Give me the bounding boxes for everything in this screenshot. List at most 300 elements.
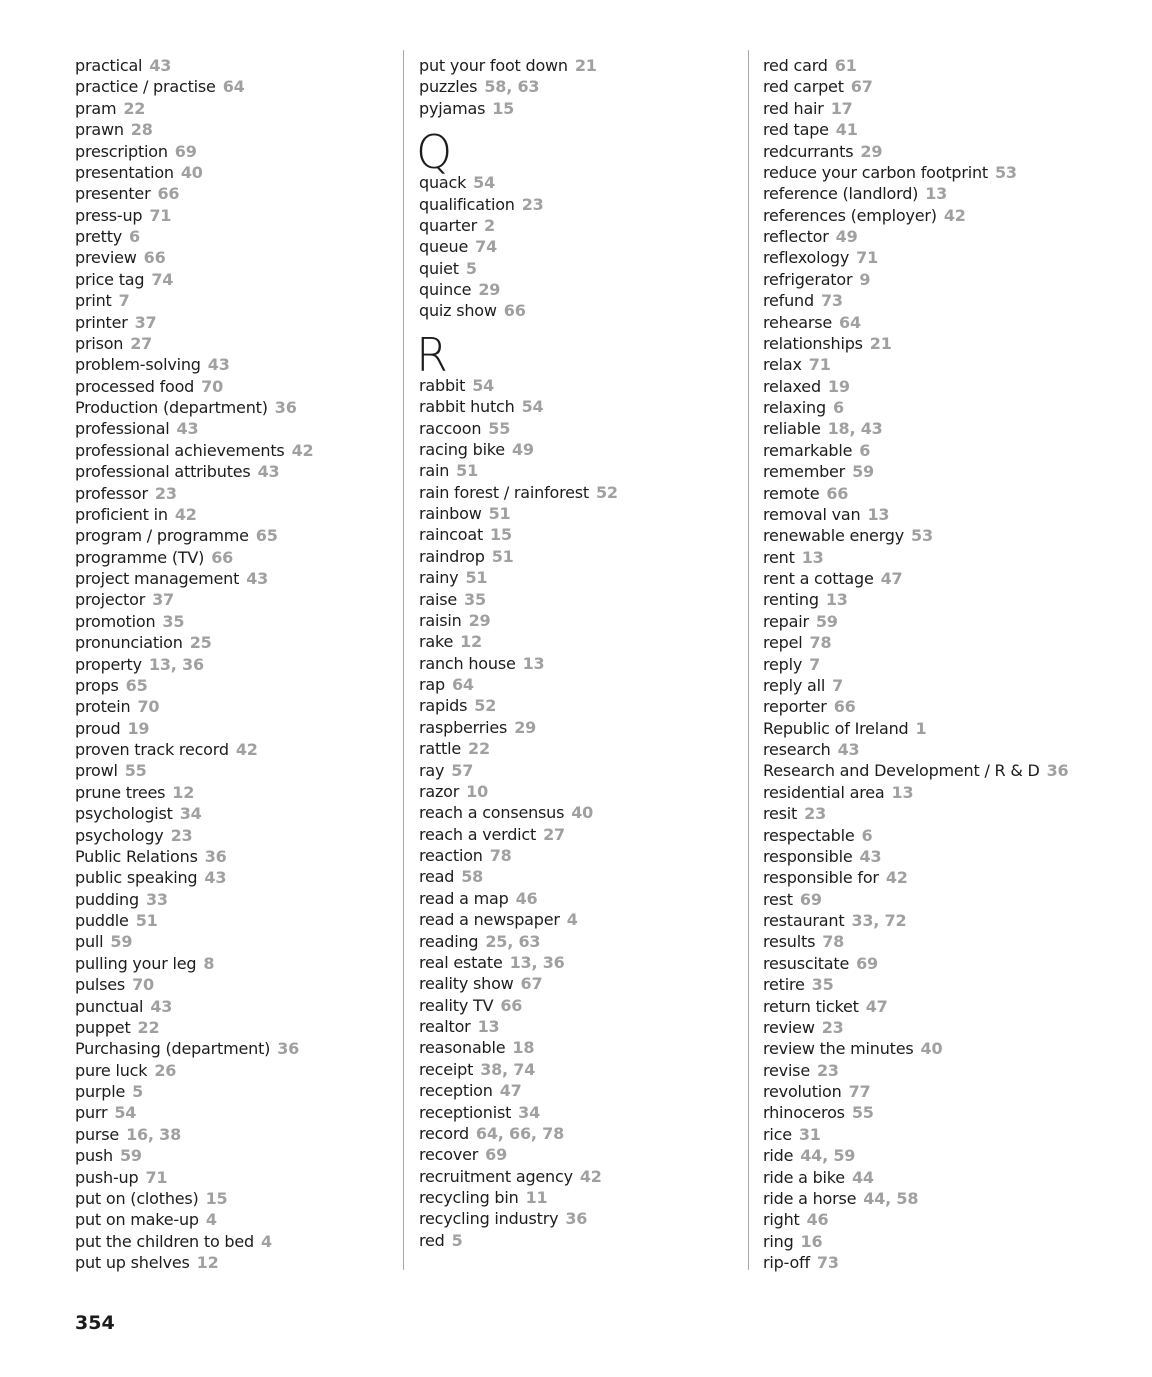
index-entry: [75, 803, 395, 824]
index-entry: [763, 269, 1148, 290]
index-entry: [419, 1037, 739, 1058]
index-term: red: [419, 1230, 445, 1250]
index-entry: [419, 674, 739, 695]
index-page-refs: 69: [799, 889, 822, 909]
index-term: red tape: [763, 120, 829, 140]
index-term: raincoat: [419, 525, 484, 545]
index-entry: [763, 1188, 1148, 1209]
index-term: pretty: [75, 227, 123, 246]
index-term: refrigerator: [763, 269, 853, 289]
index-page-refs: 44, 58: [863, 1188, 919, 1208]
index-entry: [763, 418, 1148, 439]
index-entry: [75, 354, 395, 375]
index-page-refs: 1: [915, 718, 927, 738]
column-divider: [748, 50, 749, 1270]
index-page-refs: 13: [477, 1017, 500, 1036]
index-term: reach a consensus: [419, 803, 565, 823]
index-term: reaction: [419, 846, 483, 865]
index-entry: [419, 418, 739, 439]
index-entry: [419, 695, 739, 716]
index-term: prison: [75, 333, 124, 353]
index-page-refs: 66: [833, 697, 856, 717]
index-term: pulling your leg: [75, 953, 197, 973]
index-column-3: [763, 55, 1148, 1273]
index-entry: [75, 1145, 395, 1166]
index-term: prawn: [75, 120, 124, 140]
index-term: pulses: [75, 975, 126, 995]
index-entry: [763, 1017, 1148, 1038]
index-term: rehearse: [763, 312, 833, 332]
index-page-refs: 36: [277, 1039, 300, 1059]
index-entry: [75, 504, 395, 525]
index-page-refs: 42: [885, 868, 908, 888]
index-entry: [75, 589, 395, 610]
index-term: reality TV: [419, 995, 494, 1015]
index-page-refs: 59: [119, 1146, 142, 1166]
index-page-refs: 4: [566, 910, 578, 930]
index-term: professor: [75, 483, 148, 503]
section-letter-r: R: [416, 327, 448, 382]
index-term: red carpet: [763, 77, 844, 97]
index-page-refs: 54: [521, 397, 544, 417]
index-page-refs: 23: [804, 804, 827, 824]
index-entry: [763, 162, 1148, 183]
index-term: rainbow: [419, 504, 482, 523]
index-page-refs: 22: [468, 739, 490, 759]
index-term: rainy: [419, 568, 459, 588]
index-term: pudding: [75, 889, 139, 909]
index-page-refs: 65: [255, 526, 278, 546]
index-entry: [763, 354, 1148, 375]
index-entry: [419, 55, 739, 76]
index-entry: [75, 312, 395, 333]
index-page-refs: 66: [143, 248, 166, 268]
index-term: purple: [75, 1082, 126, 1101]
index-entry: [419, 1102, 739, 1123]
index-term: remote: [763, 483, 820, 503]
index-page-refs: 37: [152, 590, 174, 610]
index-entry: [75, 141, 395, 162]
index-page-refs: 70: [201, 376, 224, 396]
index-page-refs: 12: [196, 1253, 219, 1272]
index-entry: [75, 183, 395, 204]
index-term: reading: [419, 931, 479, 951]
index-entry: [763, 312, 1148, 333]
index-entry: [763, 654, 1148, 675]
index-entry: [763, 1081, 1148, 1102]
index-term: redcurrants: [763, 141, 854, 161]
index-entry: [763, 504, 1148, 525]
index-page-refs: 12: [460, 632, 482, 652]
index-page-refs: 44: [851, 1167, 874, 1187]
index-term: recruitment agency: [419, 1166, 573, 1186]
index-term: pure luck: [75, 1060, 148, 1080]
index-term: reasonable: [419, 1038, 506, 1058]
index-entry: [763, 974, 1148, 995]
index-page-refs: 18, 43: [827, 419, 883, 439]
index-entry: [75, 205, 395, 226]
index-page-refs: 47: [880, 569, 903, 588]
index-page-refs: 43: [859, 846, 882, 866]
index-entry: [763, 247, 1148, 268]
index-page-refs: 55: [851, 1103, 874, 1123]
index-entry: [75, 333, 395, 354]
index-entry: [419, 931, 739, 952]
index-entry: [419, 439, 739, 460]
index-entry: [763, 333, 1148, 354]
index-term: proficient in: [75, 504, 168, 524]
index-entry: [419, 781, 739, 802]
index-term: rest: [763, 889, 793, 909]
index-entry: [419, 802, 739, 823]
index-page-refs: 59: [815, 611, 838, 631]
index-page-refs: 23: [154, 483, 177, 503]
index-entry: [75, 162, 395, 183]
index-term: punctual: [75, 996, 144, 1016]
index-entry: [75, 654, 395, 675]
index-entry: [75, 269, 395, 290]
index-entry: [763, 547, 1148, 568]
index-term: relaxed: [763, 376, 821, 396]
index-entry: [75, 675, 395, 696]
index-entry: [763, 1209, 1148, 1230]
index-entry: [419, 215, 739, 236]
index-term: resuscitate: [763, 953, 850, 973]
index-entry: [419, 952, 739, 973]
index-page-refs: 46: [515, 888, 538, 908]
index-entry: [763, 1145, 1148, 1166]
index-entry: [763, 889, 1148, 910]
index-page-refs: 43: [207, 355, 230, 375]
index-page-refs: 13: [925, 184, 948, 204]
index-entry: [419, 738, 739, 759]
index-term: relationships: [763, 333, 863, 353]
index-term: Production (department): [75, 398, 268, 417]
index-page-refs: 12: [172, 782, 195, 802]
index-page-refs: 2: [483, 215, 495, 235]
index-entry: [419, 546, 739, 567]
index-entry: [75, 632, 395, 653]
index-column-1: [75, 55, 395, 1273]
index-entry: [763, 183, 1148, 204]
index-entry: [75, 910, 395, 931]
index-page-refs: 15: [492, 98, 515, 118]
index-term: pyjamas: [419, 98, 486, 118]
index-term: refund: [763, 291, 814, 311]
index-term: prune trees: [75, 782, 166, 802]
index-entry: [419, 460, 739, 481]
index-term: reply: [763, 654, 803, 674]
index-page-refs: 69: [856, 953, 878, 973]
index-term: responsible for: [763, 868, 879, 888]
index-term: public speaking: [75, 868, 198, 888]
index-page-refs: 19: [127, 718, 150, 738]
index-term: reduce your carbon footprint: [763, 162, 988, 182]
index-term: purr: [75, 1103, 108, 1123]
index-page-refs: 13, 36: [148, 654, 204, 674]
index-page-refs: 21: [869, 333, 892, 353]
index-page-refs: 23: [816, 1060, 839, 1080]
index-entry: [419, 845, 739, 866]
index-page-refs: 65: [125, 675, 148, 695]
index-page-refs: 6: [129, 227, 140, 246]
index-page-refs: 23: [821, 1017, 844, 1037]
index-page-refs: 74: [151, 269, 174, 289]
index-page-refs: 59: [110, 932, 133, 952]
index-page-refs: 53: [995, 162, 1017, 182]
index-term: put the children to bed: [75, 1231, 254, 1251]
index-page-refs: 5: [465, 258, 477, 278]
index-term: rapids: [419, 696, 468, 716]
index-term: recycling bin: [419, 1188, 519, 1207]
index-page-refs: 4: [261, 1231, 272, 1251]
index-page-refs: 71: [149, 205, 172, 225]
index-term: read a map: [419, 888, 509, 908]
index-page-refs: 66: [157, 184, 180, 204]
index-page-refs: 27: [543, 824, 565, 844]
index-term: prowl: [75, 761, 118, 781]
index-term: rabbit hutch: [419, 397, 515, 417]
index-page-refs: 29: [478, 280, 501, 299]
index-term: quiz show: [419, 301, 497, 321]
index-page-refs: 31: [798, 1124, 821, 1144]
index-entry: [75, 1081, 395, 1102]
index-entry: [763, 718, 1148, 739]
index-page-refs: 43: [149, 56, 172, 75]
index-page-refs: 71: [145, 1167, 168, 1187]
index-page-refs: 64: [451, 675, 474, 694]
index-page-refs: 55: [124, 761, 147, 781]
index-entry: [419, 98, 739, 119]
index-term: rabbit: [419, 375, 466, 395]
index-term: Public Relations: [75, 846, 198, 866]
index-entry: [763, 1124, 1148, 1145]
index-page-refs: 67: [850, 77, 873, 97]
index-page-refs: 61: [834, 56, 857, 75]
index-page-refs: 28: [130, 120, 153, 140]
index-entry: [75, 974, 395, 995]
index-entry: [419, 610, 739, 631]
index-page-refs: 17: [830, 98, 853, 118]
index-entry: [75, 397, 395, 418]
index-entry: [75, 953, 395, 974]
index-entry: [75, 996, 395, 1017]
index-entry: [419, 909, 739, 930]
index-term: raise: [419, 589, 458, 609]
index-page-refs: 42: [235, 740, 258, 759]
index-term: professional: [75, 419, 170, 439]
index-entry: [763, 611, 1148, 632]
index-term: rain forest / rainforest: [419, 482, 589, 502]
index-page-refs: 29: [514, 717, 537, 737]
index-term: razor: [419, 781, 460, 801]
index-page-refs: 78: [822, 932, 845, 952]
index-entry: [419, 717, 739, 738]
index-term: reply all: [763, 675, 826, 695]
index-entry: [75, 55, 395, 76]
index-page-refs: 51: [456, 461, 479, 481]
index-entry: [763, 803, 1148, 824]
index-page-refs: 25, 63: [485, 931, 541, 951]
index-term: professional achievements: [75, 440, 285, 460]
index-entry: [419, 888, 739, 909]
index-term: practical: [75, 56, 143, 75]
index-term: rhinoceros: [763, 1103, 845, 1123]
index-page-refs: 13: [522, 653, 545, 673]
index-term: restaurant: [763, 911, 845, 930]
index-page-refs: 13: [867, 504, 890, 524]
index-term: ray: [419, 760, 445, 780]
index-page-refs: 49: [835, 227, 858, 246]
index-page-refs: 36: [1046, 761, 1069, 781]
index-entry: [763, 1102, 1148, 1123]
index-page-refs: 52: [596, 482, 618, 502]
index-term: ride a bike: [763, 1167, 845, 1187]
index-page-refs: 29: [860, 141, 883, 161]
index-term: presenter: [75, 184, 151, 204]
index-entry: [763, 568, 1148, 589]
index-term: ring: [763, 1231, 794, 1251]
index-entry: [763, 55, 1148, 76]
index-term: protein: [75, 697, 131, 717]
index-entry: [419, 300, 739, 321]
index-page-refs: 54: [114, 1103, 137, 1123]
index-entry: [419, 1016, 739, 1037]
index-term: puddle: [75, 911, 129, 930]
index-entry: [419, 76, 739, 97]
index-entry: [75, 98, 395, 119]
index-page-refs: 64: [839, 312, 861, 332]
index-page-refs: 70: [137, 697, 160, 717]
index-term: quiet: [419, 258, 459, 278]
index-entry: [75, 119, 395, 140]
index-term: purse: [75, 1124, 120, 1144]
index-term: reference (landlord): [763, 184, 919, 204]
index-page-refs: 66: [500, 995, 523, 1015]
index-term: practice / practise: [75, 77, 216, 97]
index-term: program / programme: [75, 526, 249, 546]
index-term: put your foot down: [419, 56, 568, 75]
index-page-refs: 44, 59: [800, 1146, 856, 1166]
index-entry: [75, 931, 395, 952]
index-entry: [75, 1102, 395, 1123]
index-page-refs: 13: [891, 782, 914, 802]
index-page-refs: 4: [205, 1210, 217, 1230]
index-page-refs: 43: [246, 569, 269, 588]
index-page-refs: 36: [274, 398, 297, 417]
index-term: recycling industry: [419, 1209, 559, 1229]
index-page-refs: 23: [521, 194, 544, 214]
index-term: research: [763, 740, 831, 759]
index-page-refs: 40: [180, 162, 203, 182]
index-entry: [75, 1252, 395, 1273]
index-term: ranch house: [419, 653, 516, 673]
index-page-refs: 69: [174, 141, 197, 161]
index-entry: [419, 824, 739, 845]
index-page-refs: 10: [466, 781, 489, 801]
index-entry: [419, 1208, 739, 1229]
index-term: raindrop: [419, 546, 485, 566]
index-page-refs: 7: [118, 291, 130, 311]
index-entry: [419, 194, 739, 215]
index-term: reach a verdict: [419, 824, 537, 844]
index-term: renting: [763, 590, 819, 610]
index-entry: [75, 611, 395, 632]
index-entry: [419, 279, 739, 300]
index-page-refs: 38, 74: [480, 1059, 536, 1079]
index-term: recover: [419, 1145, 479, 1165]
index-page-refs: 26: [154, 1060, 177, 1080]
index-term: resit: [763, 804, 798, 824]
index-term: raccoon: [419, 418, 482, 438]
index-entry: [419, 995, 739, 1016]
index-page-refs: 6: [832, 398, 844, 417]
index-term: relaxing: [763, 398, 826, 417]
index-term: receipt: [419, 1059, 474, 1079]
index-term: reliable: [763, 419, 821, 439]
index-page-refs: 42: [943, 205, 966, 225]
index-term: qualification: [419, 194, 515, 214]
index-entry: [419, 236, 739, 257]
index-page-refs: 42: [174, 504, 197, 524]
index-entry: [419, 258, 739, 279]
index-term: right: [763, 1210, 800, 1230]
index-entry: [75, 867, 395, 888]
index-page-refs: 13, 36: [509, 952, 565, 972]
index-page-refs: 29: [468, 610, 491, 630]
index-page-refs: 33: [145, 889, 168, 909]
index-term: repel: [763, 633, 803, 653]
index-page-refs: 36: [204, 846, 227, 866]
index-term: Purchasing (department): [75, 1039, 271, 1059]
index-entry: [419, 973, 739, 994]
index-page-refs: 77: [848, 1082, 871, 1101]
index-term: rattle: [419, 739, 462, 759]
index-page-refs: 35: [162, 611, 185, 631]
index-term: read a newspaper: [419, 910, 560, 930]
index-term: print: [75, 291, 112, 311]
index-page-refs: 51: [135, 911, 158, 930]
index-page-refs: 47: [865, 996, 888, 1016]
index-page-refs: 43: [150, 996, 173, 1016]
page-number: 354: [75, 1312, 115, 1334]
index-page-refs: 43: [176, 419, 199, 439]
index-page-refs: 49: [511, 439, 534, 459]
index-page-refs: 59: [852, 462, 874, 482]
index-term: removal van: [763, 504, 861, 524]
index-page-refs: 11: [525, 1188, 548, 1207]
index-entry: [75, 440, 395, 461]
index-entry: [75, 568, 395, 589]
index-page-refs: 27: [130, 333, 153, 353]
index-entry: [419, 375, 739, 396]
index-page-refs: 70: [132, 975, 154, 995]
index-entry: [763, 846, 1148, 867]
index-page-refs: 69: [485, 1145, 508, 1165]
index-entry: [75, 782, 395, 803]
index-term: pronunciation: [75, 633, 183, 653]
index-term: props: [75, 675, 119, 695]
index-entry: [75, 547, 395, 568]
index-entry: [419, 631, 739, 652]
index-page-refs: 51: [491, 546, 514, 566]
index-entry: [763, 696, 1148, 717]
index-page-refs: 71: [856, 248, 879, 268]
index-page-refs: 16, 38: [126, 1124, 182, 1144]
index-entry: [419, 1166, 739, 1187]
index-entry: [75, 825, 395, 846]
index-term: rip-off: [763, 1253, 810, 1272]
